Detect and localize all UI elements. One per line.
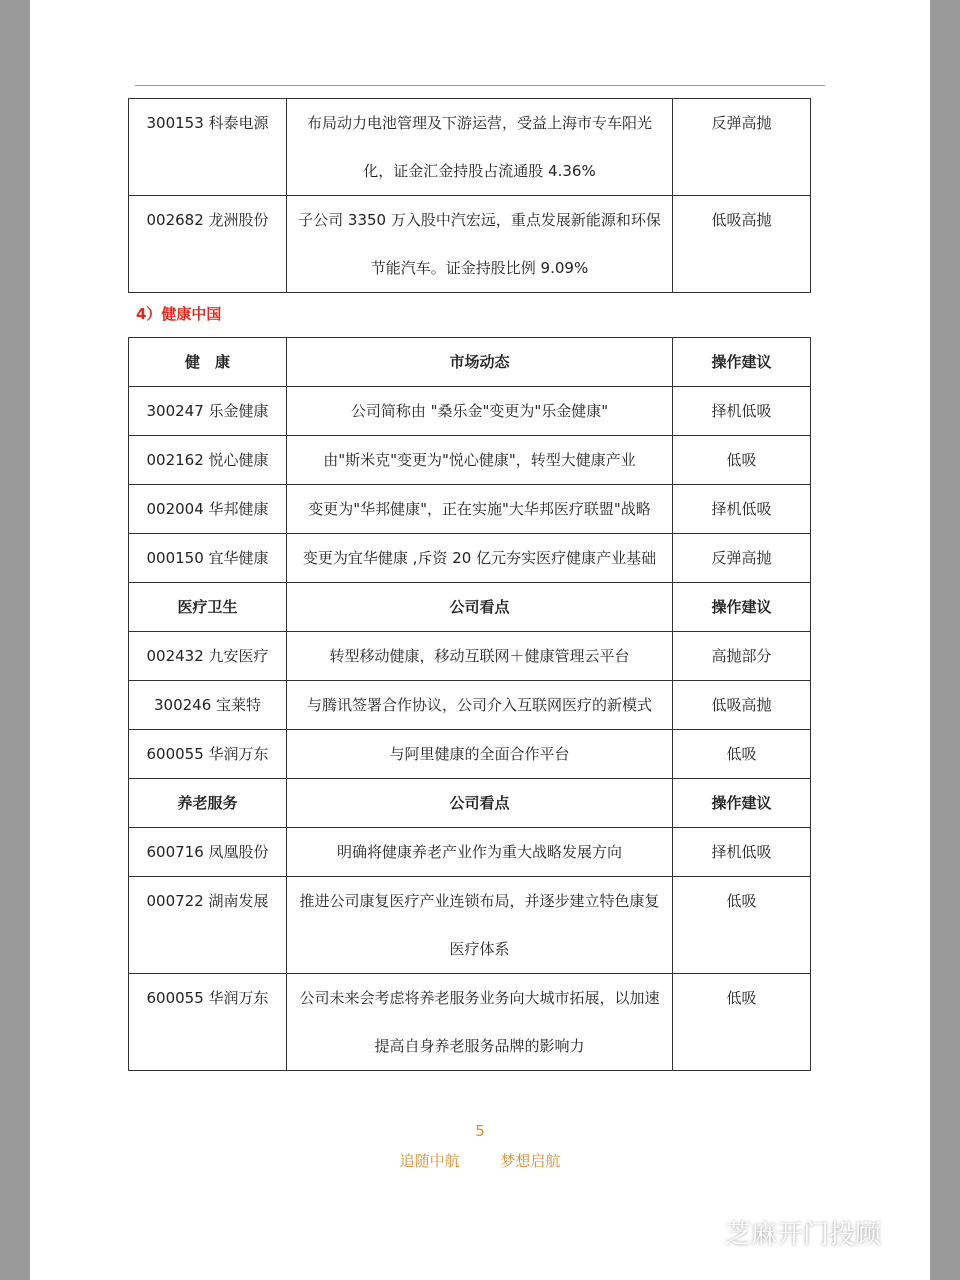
header-cell: 公司看点: [287, 779, 673, 828]
desc-cell: 与阿里健康的全面合作平台: [287, 730, 673, 779]
stock-cell: 600055 华润万东: [129, 974, 287, 1071]
header-cell: 养老服务: [129, 779, 287, 828]
stock-cell: 000150 宜华健康: [129, 534, 287, 583]
table-row: [129, 632, 811, 681]
stock-cell: 300246 宝莱特: [129, 681, 287, 730]
table-row: [129, 485, 811, 534]
advice-cell: 低吸: [673, 974, 811, 1071]
desc-cell: 推进公司康复医疗产业连锁布局，并逐步建立特色康复医疗体系: [287, 877, 673, 974]
stock-cell: 600055 华润万东: [129, 730, 287, 779]
stock-cell: 600716 凤凰股份: [129, 828, 287, 877]
table-row: [129, 681, 811, 730]
table-header-row: [129, 583, 811, 632]
stock-table-health: [128, 337, 811, 1071]
desc-cell: 与腾讯签署合作协议，公司介入互联网医疗的新模式: [287, 681, 673, 730]
table-row: [129, 534, 811, 583]
table-row: [129, 877, 811, 974]
advice-cell: 择机低吸: [673, 387, 811, 436]
desc-cell: 公司简称由 "桑乐金"变更为"乐金健康": [287, 387, 673, 436]
desc-cell: 转型移动健康，移动互联网＋健康管理云平台: [287, 632, 673, 681]
desc-cell: 由"斯米克"变更为"悦心健康"，转型大健康产业: [287, 436, 673, 485]
header-cell: 市场动态: [287, 338, 673, 387]
desc-cell: 明确将健康养老产业作为重大战略发展方向: [287, 828, 673, 877]
table-header-row: [129, 338, 811, 387]
stock-cell: 000722 湖南发展: [129, 877, 287, 974]
stock-cell: 002682 龙洲股份: [129, 196, 287, 293]
table-row: [129, 196, 811, 293]
slogan-left: 追随中航: [399, 1152, 460, 1170]
stock-cell: 002004 华邦健康: [129, 485, 287, 534]
table-row: [129, 387, 811, 436]
stock-cell: 300153 科泰电源: [129, 99, 287, 196]
wechat-icon: [675, 1214, 719, 1250]
advice-cell: 反弹高抛: [673, 534, 811, 583]
desc-cell: 布局动力电池管理及下游运营，受益上海市专车阳光化，证金汇金持股占流通股 4.36%: [287, 99, 673, 196]
footer-slogan: [30, 1150, 930, 1171]
desc-cell: 变更为宜华健康 ,斥资 20 亿元夯实医疗健康产业基础: [287, 534, 673, 583]
advice-cell: 高抛部分: [673, 632, 811, 681]
header-cell: 操作建议: [673, 583, 811, 632]
section-title: 4）健康中国: [136, 305, 222, 323]
desc-cell: 公司未来会考虑将养老服务业务向大城市拓展，以加速提高自身养老服务品牌的影响力: [287, 974, 673, 1071]
wechat-watermark: [675, 1212, 881, 1252]
stock-cell: 300247 乐金健康: [129, 387, 287, 436]
table-row: [129, 828, 811, 877]
stock-table-top: [128, 98, 811, 293]
advice-cell: 低吸: [673, 436, 811, 485]
table-row: [129, 99, 811, 196]
advice-cell: 择机低吸: [673, 828, 811, 877]
advice-cell: 择机低吸: [673, 485, 811, 534]
table-row: [129, 730, 811, 779]
table-row: [129, 974, 811, 1071]
header-cell: 医疗卫生: [129, 583, 287, 632]
advice-cell: 低吸: [673, 877, 811, 974]
watermark-text: 芝麻开门投顾: [725, 1219, 882, 1250]
page-number: 5: [475, 1122, 485, 1140]
advice-cell: 低吸高抛: [673, 196, 811, 293]
stock-cell: 002432 九安医疗: [129, 632, 287, 681]
header-cell: 健 康: [129, 338, 287, 387]
header-cell: 操作建议: [673, 779, 811, 828]
document-page: [30, 0, 930, 1280]
header-cell: 公司看点: [287, 583, 673, 632]
table-row: [129, 436, 811, 485]
desc-cell: 子公司 3350 万入股中汽宏远，重点发展新能源和环保节能汽车。证金持股比例 9.09%: [287, 196, 673, 293]
stock-cell: 002162 悦心健康: [129, 436, 287, 485]
advice-cell: 低吸: [673, 730, 811, 779]
advice-cell: 低吸高抛: [673, 681, 811, 730]
advice-cell: 反弹高抛: [673, 99, 811, 196]
header-cell: 操作建议: [673, 338, 811, 387]
table-header-row: [129, 779, 811, 828]
header-rule: [135, 85, 825, 86]
slogan-right: 梦想启航: [500, 1152, 561, 1170]
desc-cell: 变更为"华邦健康"，正在实施"大华邦医疗联盟"战略: [287, 485, 673, 534]
